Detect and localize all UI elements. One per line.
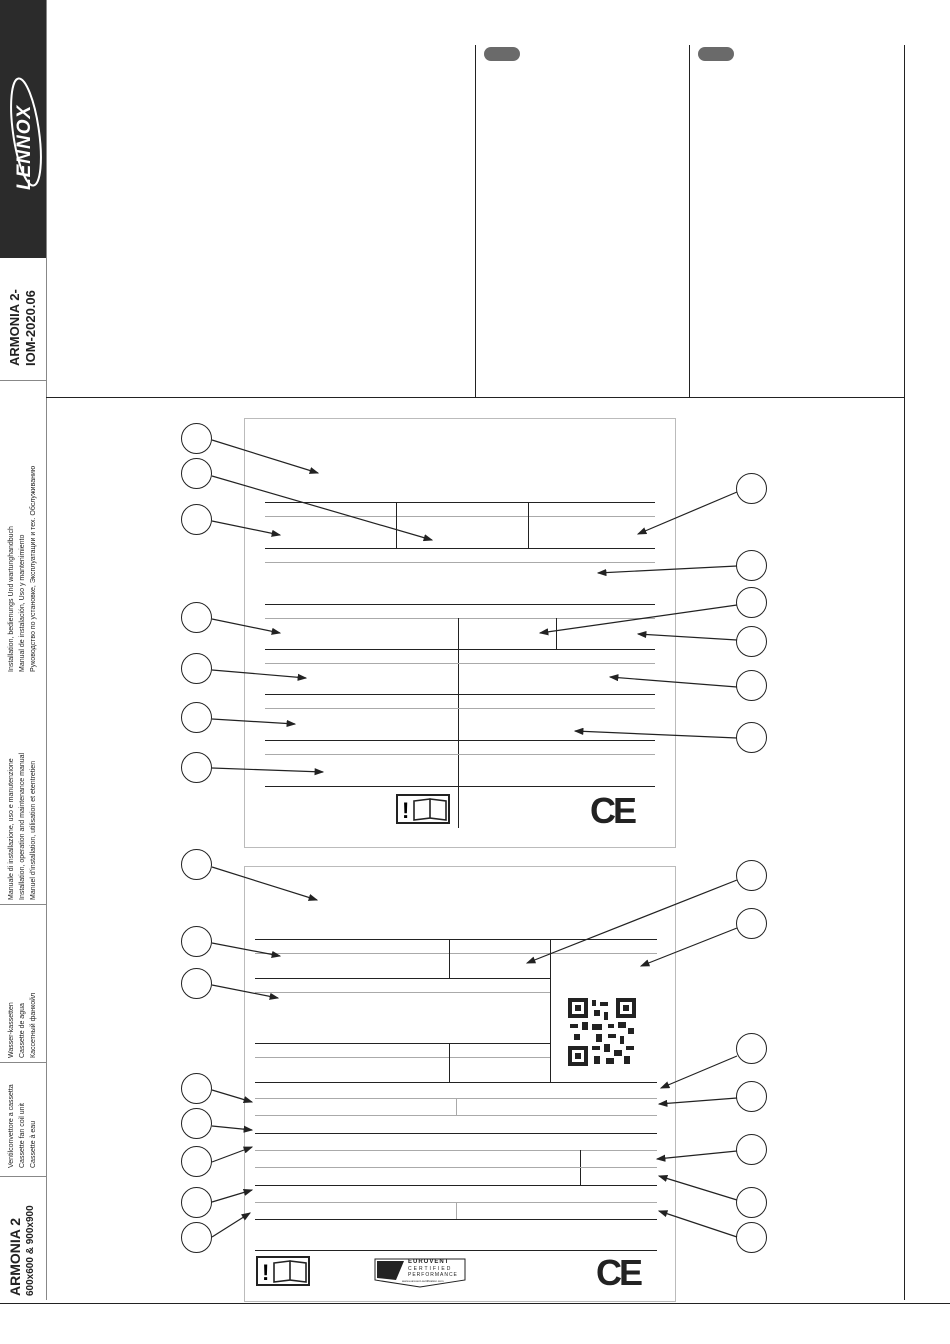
plate-line xyxy=(255,1057,550,1058)
product-type-ru: Кассетный фанкойл xyxy=(30,992,37,1058)
manual-book-icon xyxy=(256,1256,310,1286)
plate-line xyxy=(456,1202,457,1219)
callout-circle xyxy=(181,1187,212,1218)
callout-circle xyxy=(181,423,212,454)
column-divider xyxy=(475,45,476,397)
callout-circle xyxy=(181,752,212,783)
callout-circle xyxy=(181,1108,212,1139)
frame-top-divider xyxy=(46,397,904,398)
plate-line xyxy=(265,786,655,787)
product-type-fr: Cassette à eau xyxy=(30,1120,37,1168)
product-type-de: Wasser-kassetten xyxy=(8,1002,15,1058)
callout-circle xyxy=(181,702,212,733)
rating-plate-2 xyxy=(244,866,676,1302)
plate-line xyxy=(265,663,655,664)
callout-circle xyxy=(736,1033,767,1064)
frame-right-edge xyxy=(904,45,905,1300)
plate-line xyxy=(255,1250,657,1251)
callout-circle xyxy=(736,626,767,657)
plate-line xyxy=(255,992,550,993)
plate-line xyxy=(265,548,655,549)
manual-title-de: Installation, bedienungs Und wartunghandbuch xyxy=(8,526,15,672)
svg-text:!: ! xyxy=(402,798,410,822)
sidebar xyxy=(0,0,47,1300)
ce-mark: CE xyxy=(596,1252,641,1293)
logo-block xyxy=(0,0,46,258)
doc-code-line1: ARMONIA 2- xyxy=(7,289,22,366)
callout-circle xyxy=(736,473,767,504)
plate-line xyxy=(265,694,655,695)
manual-title-it: Manuale di installazione, uso e manutenzione xyxy=(8,758,15,900)
callout-circle xyxy=(181,653,212,684)
ce-mark: CE xyxy=(590,790,635,831)
plate-line xyxy=(265,604,655,605)
doc-code-line2: IOM-2020.06 xyxy=(23,290,38,366)
manual-title-es: Manual de instalación, Uso y mantenimiento xyxy=(19,534,26,672)
plate-line xyxy=(265,502,655,503)
svg-text:!: ! xyxy=(262,1260,270,1284)
plate-line xyxy=(255,1082,657,1083)
sidebar-divider xyxy=(0,380,46,381)
callout-circle xyxy=(181,602,212,633)
callout-circle xyxy=(736,587,767,618)
manual-title-ru: Руководство по установке, Эксплуатации и тех. Обслуживанию xyxy=(30,465,37,672)
column-divider xyxy=(689,45,690,397)
plate-line xyxy=(255,939,657,940)
plate-line xyxy=(255,953,657,954)
product-type-it: Ventilconvettore a cassetta xyxy=(8,1084,15,1168)
callout-circle xyxy=(736,1081,767,1112)
callout-circle xyxy=(181,458,212,489)
manual-title-fr: Manuel d'installation, utilisation et etentretien xyxy=(30,760,37,900)
callout-circle xyxy=(736,1134,767,1165)
plate-line xyxy=(255,1167,657,1168)
plate-line xyxy=(550,939,551,1082)
callout-circle xyxy=(736,908,767,939)
callout-circle xyxy=(181,1073,212,1104)
plate-line xyxy=(449,939,450,978)
plate-line xyxy=(255,1150,657,1151)
manual-book-icon xyxy=(396,794,450,824)
page-bottom-rule xyxy=(0,1303,950,1304)
plate-line xyxy=(265,562,655,563)
callout-circle xyxy=(181,968,212,999)
sidebar-divider xyxy=(0,1062,46,1063)
plate-line xyxy=(458,618,459,828)
plate-line xyxy=(255,1115,657,1116)
qr-code-icon xyxy=(568,998,636,1066)
language-flag-badge xyxy=(698,47,734,61)
callout-circle xyxy=(181,1222,212,1253)
rating-plate-1 xyxy=(244,418,676,848)
plate-line xyxy=(265,516,655,517)
callout-circle xyxy=(736,670,767,701)
manual-title-en: Installation, operation and maintenance manual xyxy=(19,752,26,900)
eurovent-line3: PERFORMANCE xyxy=(408,1272,458,1278)
callout-circle xyxy=(736,860,767,891)
plate-line xyxy=(396,502,397,548)
callout-circle xyxy=(181,504,212,535)
plate-line xyxy=(255,1185,657,1186)
plate-line xyxy=(265,649,655,650)
plate-line xyxy=(449,1043,450,1082)
callout-circle xyxy=(181,1146,212,1177)
product-type-en: Cassette fan coil unit xyxy=(19,1103,26,1168)
callout-circle xyxy=(181,926,212,957)
eurovent-logo xyxy=(374,1258,466,1288)
logo-text: LENNOX xyxy=(14,104,35,190)
plate-line xyxy=(265,740,655,741)
plate-line xyxy=(255,1219,657,1220)
eurovent-title: EUROVENT xyxy=(408,1259,450,1265)
plate-line xyxy=(255,1133,657,1134)
plate-line xyxy=(255,978,551,979)
language-flag-badge xyxy=(484,47,520,61)
plate-line xyxy=(456,1098,457,1115)
plate-line xyxy=(265,618,655,619)
product-sizes: 600x600 & 900x900 xyxy=(25,1205,36,1296)
callout-circle xyxy=(181,849,212,880)
eurovent-line2: CERTIFIED xyxy=(408,1266,453,1272)
product-type-es: Cassette de agua xyxy=(19,1003,26,1058)
plate-line xyxy=(528,502,529,548)
plate-line xyxy=(265,708,655,709)
callout-circle xyxy=(736,1187,767,1218)
plate-line xyxy=(255,1043,550,1044)
eurovent-url: www.eurovent-certification.com xyxy=(402,1279,444,1283)
sidebar-divider xyxy=(0,904,46,905)
callout-circle xyxy=(736,1222,767,1253)
plate-line xyxy=(556,618,557,649)
plate-line xyxy=(265,754,655,755)
product-name: ARMONIA 2 xyxy=(7,1217,23,1296)
sidebar-divider xyxy=(0,1176,46,1177)
callout-circle xyxy=(736,722,767,753)
callout-circle xyxy=(736,550,767,581)
